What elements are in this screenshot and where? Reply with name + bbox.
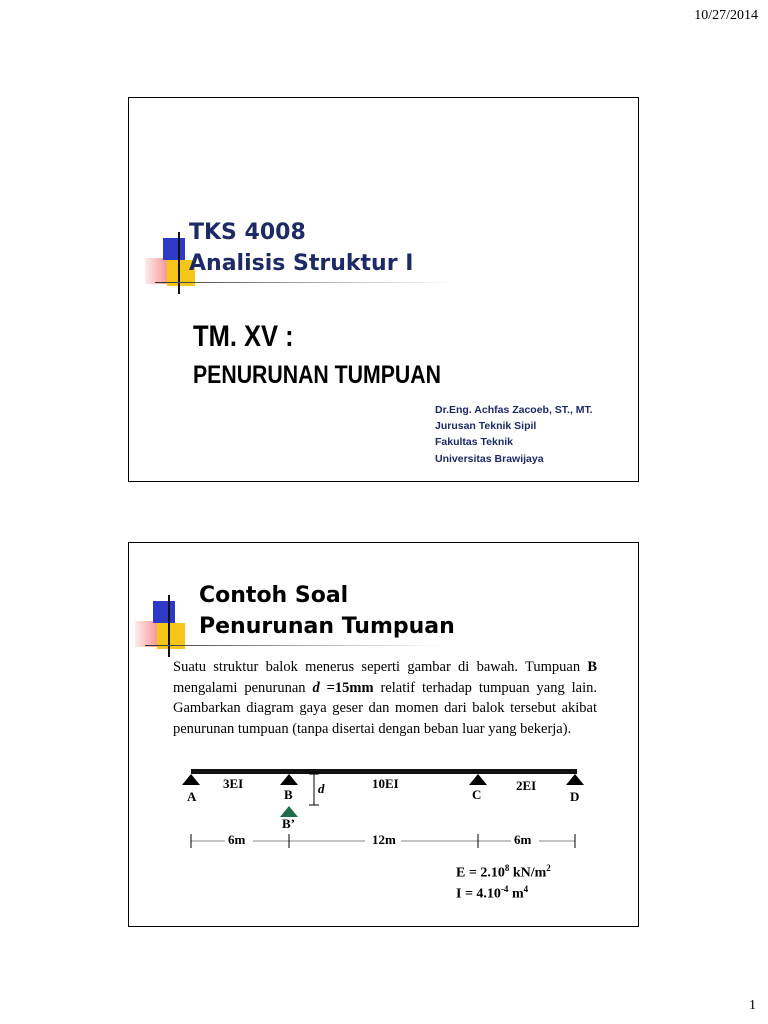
slide-title [128, 97, 639, 482]
slide-example [128, 542, 639, 927]
support-c-icon [469, 774, 487, 785]
span-length-bc: 12m [372, 832, 396, 847]
slide-title-line2: Penurunan Tumpuan [199, 614, 455, 639]
author-faculty: Fakultas Teknik [435, 436, 514, 448]
modulus-e: $E = 2.10^8$ $kN/m^2$ [456, 863, 551, 881]
problem-statement: Suatu struktur balok menerus seperti gambar di bawah. Tumpuan B mengalami penurunan d =15mm relatif terhadap tumpuan yang lain. Gambarkan diagram gaya geser dan momen dari balok tersebut akibat penurunan tumpuan (tanpa disertai dengan beban luar yang bekerja). [173, 659, 597, 737]
label-support-c: C [472, 787, 482, 802]
author-name: Dr.Eng. Achfas Zacoeb, ST., MT. [435, 404, 593, 416]
beam-diagram [129, 543, 638, 926]
print-date: 10/27/2014 [694, 8, 758, 23]
span-length-ab: 6m [228, 832, 246, 847]
label-support-a: A [187, 789, 197, 804]
support-a-icon [182, 774, 200, 785]
course-name: Analisis Struktur I [189, 251, 414, 276]
stiffness-span-ab: 3EI [223, 776, 244, 791]
author-department: Jurusan Teknik Sipil [435, 420, 537, 432]
page-number: 1 [749, 998, 756, 1013]
support-d-icon [566, 774, 584, 785]
label-support-b: B [284, 787, 293, 802]
course-code: TKS 4008 [189, 220, 306, 245]
label-settlement: d [318, 781, 325, 796]
support-b-icon [280, 774, 298, 785]
inertia-i: $I = 4.10^{-4}$ $m^4$ [456, 884, 529, 902]
topic-title: PENURUNAN TUMPUAN [193, 361, 441, 389]
slide-title-line1: Contoh Soal [199, 583, 349, 608]
meeting-number: TM. XV : [193, 320, 294, 353]
stiffness-span-cd: 2EI [516, 778, 537, 793]
label-support-d: D [570, 789, 580, 804]
label-support-b-settled: B’ [282, 816, 295, 831]
beam [191, 769, 577, 774]
author-university: Universitas Brawijaya [435, 453, 544, 465]
stiffness-span-bc: 10EI [372, 776, 399, 791]
span-length-cd: 6m [514, 832, 532, 847]
